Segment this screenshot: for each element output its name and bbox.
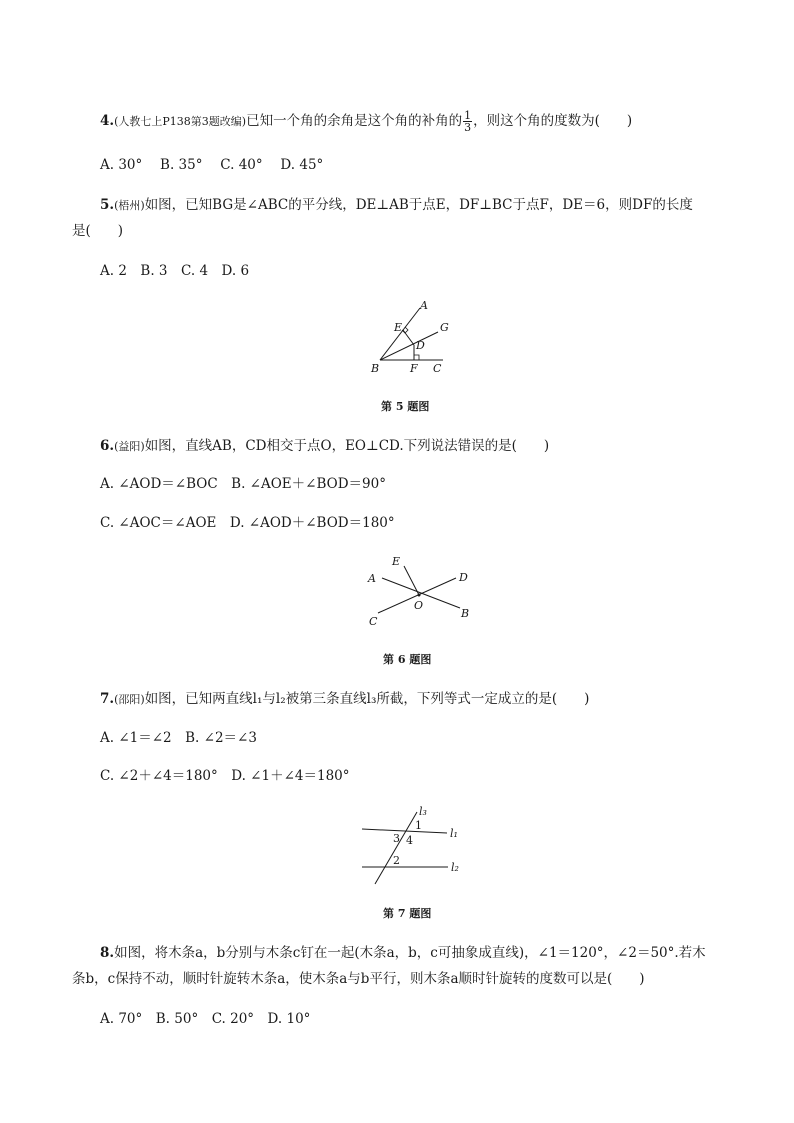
q7-number: 7. (100, 691, 115, 707)
q7-angle-2: 2 (393, 854, 400, 867)
q7-options-line2: C. ∠2＋∠4＝180° D. ∠1＋∠4＝180° (100, 768, 350, 784)
q7-line-l3 (375, 812, 417, 884)
q4-options: A. 30° B. 35° C. 40° D. 45° (100, 157, 324, 173)
q5-stem-line2: 是( ) (72, 223, 124, 239)
q8-options: A. 70° B. 50° C. 20° D. 10° (100, 1011, 311, 1027)
q6-label-a: A (368, 572, 376, 585)
q6-label-e: E (392, 555, 401, 568)
q8-stem-line1 (100, 944, 706, 962)
q7-line-l1 (362, 829, 447, 833)
q7-angle-1: 1 (415, 819, 422, 832)
q5-label-b: B (371, 362, 380, 375)
q6-options-line1: A. ∠AOD＝∠BOC B. ∠AOE＋∠BOD＝90° (100, 476, 386, 492)
q5-caption: 第 5 题图 (381, 400, 430, 413)
q7-label-l1: l₁ (450, 827, 458, 840)
q4-source: (人教七上P138第3题改编) (114, 115, 247, 128)
q6-options-line2: C. ∠AOC＝∠AOE D. ∠AOD＋∠BOD＝180° (100, 515, 395, 531)
q5-source: (梧州) (114, 199, 145, 212)
q7-options-line1: A. ∠1＝∠2 B. ∠2＝∠3 (100, 730, 257, 746)
q6-source: (益阳) (114, 440, 145, 453)
q4-number: 4. (100, 113, 115, 129)
q6-label-o: O (414, 599, 424, 612)
q5-label-a: A (420, 299, 428, 312)
q5-text-line1: 如图，已知BG是∠ABC的平分线，DE⊥AB于点E，DF⊥BC于点F，DE＝6，则DF的长度 (144, 197, 693, 213)
q6-label-c: C (369, 615, 378, 628)
q6-label-d: D (459, 571, 468, 584)
q6-caption: 第 6 题图 (383, 653, 432, 666)
q5-label-g: G (440, 321, 449, 334)
q6-number: 6. (100, 438, 115, 454)
q8-text-line1: 如图，将木条a，b分别与木条c钉在一起(木条a，b，c可抽象成直线)，∠1＝120°，∠2＝50°.若木 (114, 945, 706, 961)
q7-text: 如图，已知两直线l₁与l₂被第三条直线l₃所截，下列等式一定成立的是( ) (144, 691, 590, 707)
q7-source: (邵阳) (114, 693, 145, 706)
q6-text: 如图，直线AB，CD相交于点O，EO⊥CD.下列说法错误的是( ) (144, 438, 550, 454)
q8-stem-line2: 条b，c保持不动，顺时针旋转木条a，使木条a与b平行，则木条a顺时针旋转的度数可以是( ) (72, 971, 645, 987)
q5-number: 5. (100, 197, 115, 213)
q6-label-b: B (461, 607, 470, 620)
q5-label-f: F (410, 362, 418, 375)
q4-text-after: ，则这个角的度数为( ) (473, 113, 633, 129)
q5-options: A. 2 B. 3 C. 4 D. 6 (100, 263, 250, 279)
q7-angle-4: 4 (406, 834, 413, 847)
q7-label-l2: l₂ (451, 861, 459, 874)
q5-label-e: E (394, 321, 403, 334)
q5-label-d: D (416, 339, 425, 352)
q4-fraction-denominator: 3 (464, 121, 472, 134)
q4-text-before: 已知一个角的余角是这个角的补角的 (246, 113, 463, 129)
q4-fraction-numerator: 1 (464, 109, 472, 122)
q5-label-c: C (433, 362, 442, 375)
q7-caption: 第 7 题图 (383, 907, 432, 920)
q7-angle-3: 3 (393, 832, 400, 845)
q8-number: 8. (100, 945, 115, 961)
q7-label-l3: l₃ (419, 805, 427, 818)
